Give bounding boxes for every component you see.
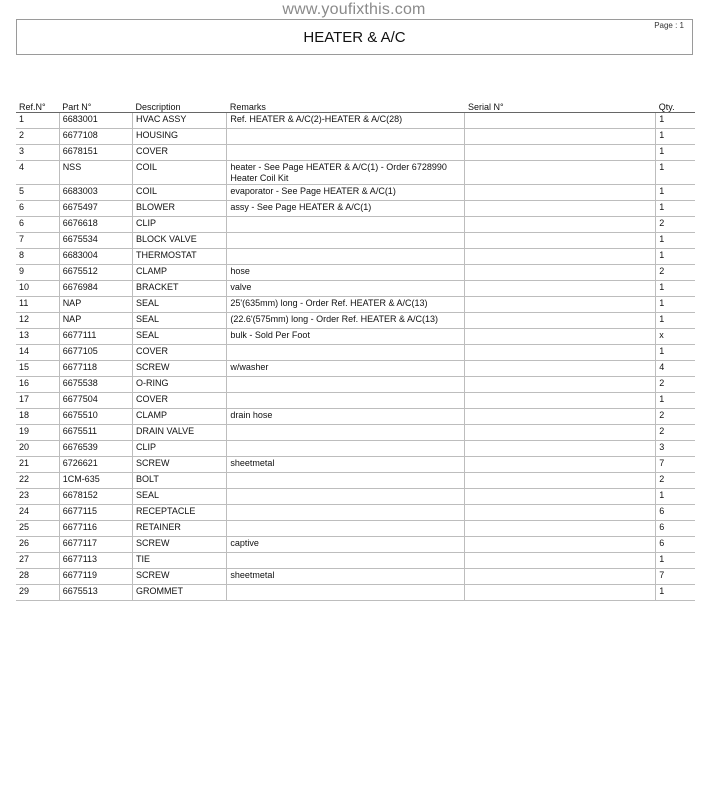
part-number-cell: NAP [59,297,132,313]
qty-cell: 1 [656,185,695,201]
table-row [16,457,695,473]
part-number-cell: 6675497 [59,201,132,217]
part-number-cell: 6675534 [59,233,132,249]
description-cell: COVER [133,393,227,409]
description-cell: BOLT [133,473,227,489]
ref-cell: 26 [16,537,59,553]
table-row [16,201,695,217]
ref-cell: 1 [16,113,59,129]
description-cell: DRAIN VALVE [133,425,227,441]
remarks-cell: hose [227,265,465,281]
serial-cell [465,441,656,457]
serial-cell [465,113,656,129]
remarks-cell: assy - See Page HEATER & A/C(1) [227,201,465,217]
description-cell: COIL [133,161,227,185]
qty-cell: 2 [656,409,695,425]
ref-cell: 12 [16,313,59,329]
ref-cell: 25 [16,521,59,537]
description-cell: SEAL [133,297,227,313]
remarks-cell [227,377,465,393]
qty-cell: 1 [656,553,695,569]
ref-cell: 18 [16,409,59,425]
remarks-cell [227,145,465,161]
serial-cell [465,201,656,217]
remarks-cell [227,393,465,409]
serial-cell [465,473,656,489]
col-header-part: Part N° [59,98,132,113]
table-row [16,505,695,521]
remarks-cell: 25'(635mm) long - Order Ref. HEATER & A/C(13) [227,297,465,313]
qty-cell: 2 [656,265,695,281]
table-row [16,537,695,553]
qty-cell: 1 [656,585,695,601]
description-cell: SEAL [133,329,227,345]
part-number-cell: 6677117 [59,537,132,553]
ref-cell: 10 [16,281,59,297]
description-cell: RETAINER [133,521,227,537]
part-number-cell: 6683001 [59,113,132,129]
description-cell: SCREW [133,537,227,553]
table-row [16,361,695,377]
table-row [16,489,695,505]
serial-cell [465,145,656,161]
remarks-cell: Ref. HEATER & A/C(2)-HEATER & A/C(28) [227,113,465,129]
remarks-cell [227,249,465,265]
qty-cell: x [656,329,695,345]
description-cell: HOUSING [133,129,227,145]
ref-cell: 19 [16,425,59,441]
ref-cell: 17 [16,393,59,409]
part-number-cell: 6678152 [59,489,132,505]
ref-cell: 22 [16,473,59,489]
remarks-cell: evaporator - See Page HEATER & A/C(1) [227,185,465,201]
table-row [16,441,695,457]
col-header-ref: Ref.N° [16,98,59,113]
serial-cell [465,505,656,521]
qty-cell: 2 [656,473,695,489]
table-row [16,129,695,145]
table-row [16,265,695,281]
ref-cell: 15 [16,361,59,377]
remarks-cell [227,553,465,569]
serial-cell [465,161,656,185]
remarks-cell [227,217,465,233]
remarks-cell: bulk - Sold Per Foot [227,329,465,345]
qty-cell: 6 [656,505,695,521]
part-number-cell: 6676984 [59,281,132,297]
qty-cell: 2 [656,425,695,441]
parts-table [16,98,695,601]
qty-cell: 4 [656,361,695,377]
ref-cell: 3 [16,145,59,161]
qty-cell: 1 [656,161,695,185]
ref-cell: 23 [16,489,59,505]
part-number-cell: 6683003 [59,185,132,201]
qty-cell: 6 [656,537,695,553]
part-number-cell: 6676618 [59,217,132,233]
remarks-cell: sheetmetal [227,569,465,585]
part-number-cell: 6726621 [59,457,132,473]
description-cell: BRACKET [133,281,227,297]
serial-cell [465,281,656,297]
serial-cell [465,489,656,505]
part-number-cell: 6677116 [59,521,132,537]
table-row [16,425,695,441]
part-number-cell: 6675513 [59,585,132,601]
table-row [16,145,695,161]
description-cell: O-RING [133,377,227,393]
qty-cell: 1 [656,249,695,265]
description-cell: HVAC ASSY [133,113,227,129]
ref-cell: 9 [16,265,59,281]
part-number-cell: 6683004 [59,249,132,265]
remarks-cell [227,489,465,505]
ref-cell: 21 [16,457,59,473]
part-number-cell: 6677118 [59,361,132,377]
part-number-cell: 6677111 [59,329,132,345]
qty-cell: 6 [656,521,695,537]
remarks-cell: w/washer [227,361,465,377]
table-row [16,313,695,329]
serial-cell [465,457,656,473]
ref-cell: 4 [16,161,59,185]
ref-cell: 20 [16,441,59,457]
description-cell: SEAL [133,489,227,505]
table-row [16,473,695,489]
part-number-cell: 6675512 [59,265,132,281]
ref-cell: 13 [16,329,59,345]
qty-cell: 7 [656,457,695,473]
serial-cell [465,345,656,361]
ref-cell: 7 [16,233,59,249]
serial-cell [465,537,656,553]
part-number-cell: 6677115 [59,505,132,521]
page-header [16,19,693,55]
qty-cell: 1 [656,281,695,297]
serial-cell [465,217,656,233]
description-cell: CLAMP [133,409,227,425]
description-cell: THERMOSTAT [133,249,227,265]
serial-cell [465,129,656,145]
serial-cell [465,313,656,329]
qty-cell: 1 [656,345,695,361]
table-row [16,553,695,569]
serial-cell [465,377,656,393]
description-cell: CLAMP [133,265,227,281]
part-number-cell: 6675538 [59,377,132,393]
table-row [16,281,695,297]
serial-cell [465,585,656,601]
ref-cell: 29 [16,585,59,601]
part-number-cell: NSS [59,161,132,185]
part-number-cell: 6677119 [59,569,132,585]
table-row [16,297,695,313]
col-header-qty: Qty. [656,98,695,113]
remarks-cell [227,585,465,601]
part-number-cell: NAP [59,313,132,329]
description-cell: SCREW [133,457,227,473]
part-number-cell: 1CM-635 [59,473,132,489]
remarks-cell [227,521,465,537]
remarks-cell [227,129,465,145]
table-row [16,161,695,185]
part-number-cell: 6677105 [59,345,132,361]
ref-cell: 24 [16,505,59,521]
remarks-cell [227,425,465,441]
qty-cell: 1 [656,489,695,505]
serial-cell [465,553,656,569]
qty-cell: 1 [656,201,695,217]
qty-cell: 2 [656,377,695,393]
description-cell: CLIP [133,217,227,233]
description-cell: RECEPTACLE [133,505,227,521]
description-cell: TIE [133,553,227,569]
remarks-cell: heater - See Page HEATER & A/C(1) - Order 6728990 Heater Coil Kit [227,161,465,185]
description-cell: BLOWER [133,201,227,217]
description-cell: CLIP [133,441,227,457]
qty-cell: 1 [656,145,695,161]
ref-cell: 5 [16,185,59,201]
ref-cell: 8 [16,249,59,265]
ref-cell: 6 [16,217,59,233]
qty-cell: 3 [656,441,695,457]
table-row [16,585,695,601]
part-number-cell: 6677504 [59,393,132,409]
description-cell: COIL [133,185,227,201]
serial-cell [465,297,656,313]
col-header-serial: Serial N° [465,98,656,113]
part-number-cell: 6677108 [59,129,132,145]
serial-cell [465,185,656,201]
table-row [16,569,695,585]
serial-cell [465,265,656,281]
watermark-url: www.youfixthis.com [282,1,426,18]
ref-cell: 2 [16,129,59,145]
table-row [16,217,695,233]
table-row [16,409,695,425]
remarks-cell [227,441,465,457]
qty-cell: 1 [656,113,695,129]
serial-cell [465,329,656,345]
serial-cell [465,361,656,377]
qty-cell: 2 [656,217,695,233]
col-header-remarks: Remarks [227,98,465,113]
part-number-cell: 6678151 [59,145,132,161]
ref-cell: 11 [16,297,59,313]
remarks-cell: captive [227,537,465,553]
description-cell: SCREW [133,361,227,377]
table-row [16,249,695,265]
ref-cell: 28 [16,569,59,585]
description-cell: COVER [133,345,227,361]
qty-cell: 7 [656,569,695,585]
description-cell: SEAL [133,313,227,329]
col-header-description: Description [133,98,227,113]
serial-cell [465,249,656,265]
table-row [16,345,695,361]
serial-cell [465,233,656,249]
table-row [16,521,695,537]
description-cell: GROMMET [133,585,227,601]
serial-cell [465,409,656,425]
description-cell: BLOCK VALVE [133,233,227,249]
ref-cell: 16 [16,377,59,393]
remarks-cell [227,345,465,361]
table-row [16,393,695,409]
description-cell: SCREW [133,569,227,585]
table-row [16,377,695,393]
description-cell: COVER [133,145,227,161]
part-number-cell: 6675510 [59,409,132,425]
remarks-cell: drain hose [227,409,465,425]
remarks-cell [227,473,465,489]
ref-cell: 27 [16,553,59,569]
table-row [16,113,695,129]
table-row [16,329,695,345]
part-number-cell: 6676539 [59,441,132,457]
qty-cell: 1 [656,233,695,249]
qty-cell: 1 [656,313,695,329]
qty-cell: 1 [656,297,695,313]
part-number-cell: 6677113 [59,553,132,569]
table-row [16,233,695,249]
ref-cell: 6 [16,201,59,217]
remarks-cell [227,505,465,521]
table-header-row [16,98,695,113]
serial-cell [465,521,656,537]
serial-cell [465,425,656,441]
table-row [16,185,695,201]
page-title: HEATER & A/C [303,29,406,46]
serial-cell [465,393,656,409]
ref-cell: 14 [16,345,59,361]
part-number-cell: 6675511 [59,425,132,441]
qty-cell: 1 [656,393,695,409]
page-number: Page : 1 [654,21,684,30]
qty-cell: 1 [656,129,695,145]
remarks-cell: sheetmetal [227,457,465,473]
table-body [16,113,695,601]
remarks-cell: (22.6'(575mm) long - Order Ref. HEATER & A/C(13) [227,313,465,329]
serial-cell [465,569,656,585]
remarks-cell [227,233,465,249]
remarks-cell: valve [227,281,465,297]
